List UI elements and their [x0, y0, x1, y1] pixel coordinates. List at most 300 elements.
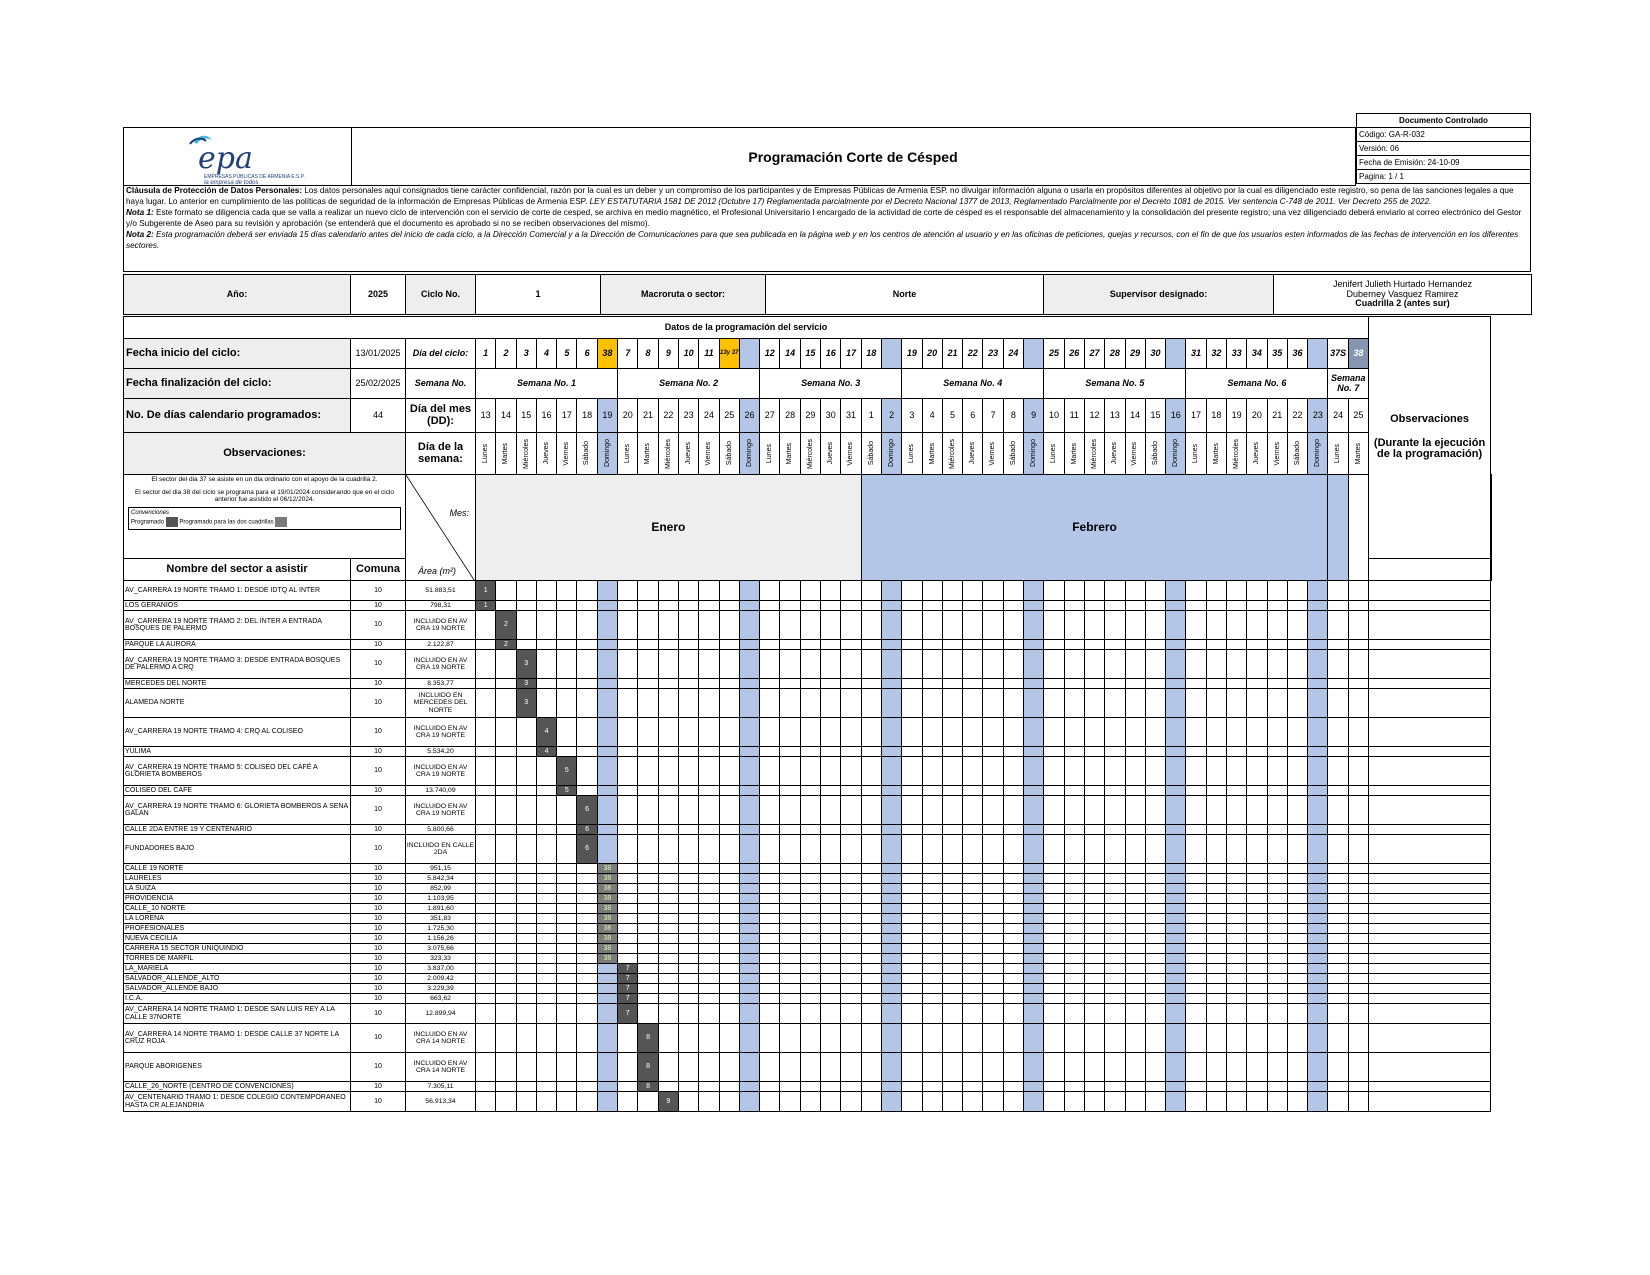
- schedule-cell: [800, 894, 820, 904]
- schedule-cell: [1125, 874, 1145, 884]
- schedule-cell: [678, 679, 698, 689]
- sector-comuna: 10: [351, 1004, 406, 1024]
- schedule-cell: [1267, 964, 1287, 974]
- schedule-cell: [780, 611, 800, 640]
- schedule-cell: [1145, 796, 1165, 825]
- schedule-cell: [1328, 954, 1348, 964]
- row-observacion: [1369, 974, 1491, 984]
- schedule-cell: [922, 904, 942, 914]
- schedule-cell: [780, 679, 800, 689]
- cycle-day: 25: [1044, 339, 1064, 369]
- schedule-cell: [557, 984, 577, 994]
- sector-area: 5.842,34: [406, 874, 476, 884]
- schedule-cell: [861, 835, 881, 864]
- schedule-cell: [678, 689, 698, 718]
- schedule-cell: [780, 904, 800, 914]
- month-day: 30: [821, 399, 841, 433]
- schedule-cell: [1166, 835, 1186, 864]
- schedule-cell: [841, 1053, 861, 1082]
- schedule-cell: [800, 864, 820, 874]
- schedule-cell: [922, 974, 942, 984]
- sector-comuna: 10: [351, 954, 406, 964]
- mes-area-corner: [406, 475, 476, 581]
- weekday-label: Viernes: [989, 441, 997, 466]
- schedule-cell: [902, 1092, 922, 1112]
- row-observacion: [1369, 1082, 1491, 1092]
- weekday-label: Martes: [928, 442, 936, 465]
- schedule-cell: [1125, 640, 1145, 650]
- schedule-cell: [902, 1053, 922, 1082]
- schedule-cell: [1166, 718, 1186, 747]
- schedule-cell: [942, 1053, 962, 1082]
- schedule-cell: [983, 984, 1003, 994]
- schedule-cell: [577, 944, 597, 954]
- schedule-cell: [516, 1082, 536, 1092]
- schedule-cell: [516, 835, 536, 864]
- schedule-cell: [1247, 757, 1267, 786]
- schedule-cell: [638, 796, 658, 825]
- schedule-cell: [1105, 994, 1125, 1004]
- schedule-cell: [1064, 1004, 1084, 1024]
- nota-1: Nota 1: Este formato se diligencia cada que se valla a realizar un nuevo ciclo de intervención con el servicio de corte de cesped, se archiva en medio magnético, el Profesional Universitario I encargado de la actividad de corte de césped es el responsable del almacenamiento y la consolidación del presente registro; una vez diligenciado deberá enviarlo al correo electrónico del Gestor y/o Subgerente de Aseo para su revisión y aprobación (se entenderá que el documento es aprobado si no se reciben observaciones del mismo).: [126, 208, 1522, 228]
- schedule-cell: [1064, 825, 1084, 835]
- schedule-cell: [1348, 1092, 1368, 1112]
- schedule-cell: [577, 894, 597, 904]
- table-row: [124, 650, 1492, 679]
- weekday: [1267, 433, 1287, 475]
- table-row: [124, 874, 1492, 884]
- sector-comuna: 10: [351, 994, 406, 1004]
- schedule-cell: [699, 954, 719, 964]
- schedule-cell: [1003, 689, 1023, 718]
- month-day: 12: [1084, 399, 1104, 433]
- schedule-cell: [1226, 954, 1246, 964]
- weekday: [1084, 433, 1104, 475]
- schedule-cell: [1166, 964, 1186, 974]
- schedule-cell: [1064, 581, 1084, 601]
- schedule-cell: [1308, 954, 1328, 964]
- schedule-cell: [618, 581, 638, 601]
- schedule-cell: [1024, 934, 1044, 944]
- sector-name: SALVADOR_ALLENDE BAJO: [124, 984, 351, 994]
- sector-area: INCLUIDO EN AV CRA 19 NORTE: [406, 718, 476, 747]
- cycle-day: 19: [902, 339, 922, 369]
- schedule-cell: [1267, 601, 1287, 611]
- schedule-cell: [557, 964, 577, 974]
- schedule-cell: [1044, 1053, 1064, 1082]
- row-observacion: [1369, 650, 1491, 679]
- schedule-cell: [1287, 894, 1307, 904]
- sector-name: MERCEDES DEL NORTE: [124, 679, 351, 689]
- schedule-cell: [1287, 640, 1307, 650]
- schedule-cell: [1084, 1092, 1104, 1112]
- schedule-cell: [760, 894, 780, 904]
- sector-comuna: 10: [351, 825, 406, 835]
- schedule-cell: [536, 914, 556, 924]
- schedule-cell: [658, 650, 678, 679]
- schedule-cell: [1166, 689, 1186, 718]
- schedule-cell: [678, 835, 698, 864]
- schedule-cell: [658, 611, 678, 640]
- sector-name: TORRES DE MARFIL: [124, 954, 351, 964]
- schedule-cell: [1064, 944, 1084, 954]
- schedule-cell: [942, 796, 962, 825]
- schedule-cell: [719, 934, 739, 944]
- schedule-cell: [496, 874, 516, 884]
- schedule-cell: [618, 611, 638, 640]
- schedule-cell: [1044, 1092, 1064, 1112]
- schedule-cell: [922, 994, 942, 1004]
- schedule-cell: [597, 747, 617, 757]
- schedule-cell: [1328, 864, 1348, 874]
- table-row: [124, 894, 1492, 904]
- schedule-cell: [821, 904, 841, 914]
- schedule-cell: [699, 835, 719, 864]
- schedule-cell: [638, 601, 658, 611]
- schedule-cell: [1328, 757, 1348, 786]
- schedule-cell: [577, 1024, 597, 1053]
- schedule-cell: [1348, 974, 1368, 984]
- schedule-cell: [618, 1053, 638, 1082]
- weekday: [821, 433, 841, 475]
- table-row: [124, 679, 1492, 689]
- schedule-cell: [719, 1024, 739, 1053]
- schedule-cell: [963, 601, 983, 611]
- schedule-cell: [699, 944, 719, 954]
- schedule-cell: [1003, 894, 1023, 904]
- row-observacion: [1369, 964, 1491, 974]
- schedule-cell: [1166, 974, 1186, 984]
- schedule-cell: [1064, 974, 1084, 984]
- schedule-cell: [618, 954, 638, 964]
- schedule-cell: [1003, 1004, 1023, 1024]
- schedule-cell: [800, 904, 820, 914]
- schedule-cell: [1125, 914, 1145, 924]
- sector-area: INCLUIDO EN AV CRA 14 NORTE: [406, 1053, 476, 1082]
- schedule-cell: [881, 954, 901, 964]
- schedule-cell: [760, 796, 780, 825]
- schedule-cell: [841, 611, 861, 640]
- schedule-cell: [1145, 689, 1165, 718]
- schedule-cell: [1348, 825, 1368, 835]
- schedule-cell: [861, 679, 881, 689]
- schedule-cell: [902, 1024, 922, 1053]
- weekday-label: Viernes: [1273, 441, 1281, 466]
- schedule-cell: [638, 984, 658, 994]
- sector-area: INCLUIDO EN AV CRA 19 NORTE: [406, 611, 476, 640]
- weekday-label: Miércoles: [806, 438, 814, 469]
- schedule-cell: [739, 874, 759, 884]
- schedule-cell: [861, 934, 881, 944]
- schedule-cell: [597, 994, 617, 1004]
- schedule-cell: [1308, 825, 1328, 835]
- schedule-cell: [1186, 964, 1206, 974]
- schedule-cell: [1348, 984, 1368, 994]
- schedule-cell: [821, 934, 841, 944]
- schedule-cell: [678, 974, 698, 984]
- schedule-cell: [841, 1082, 861, 1092]
- schedule-cell: [496, 601, 516, 611]
- schedule-cell: [678, 611, 698, 640]
- schedule-cell: [1206, 747, 1226, 757]
- schedule-cell: [881, 611, 901, 640]
- row-observacion: [1369, 689, 1491, 718]
- schedule-cell: [861, 994, 881, 1004]
- schedule-cell: [1105, 835, 1125, 864]
- schedule-cell: [658, 924, 678, 934]
- weekday: [476, 433, 496, 475]
- schedule-cell: [577, 689, 597, 718]
- schedule-cell: [983, 884, 1003, 894]
- schedule-cell: [1003, 904, 1023, 914]
- schedule-cell: [1186, 718, 1206, 747]
- schedule-cell: [1247, 924, 1267, 934]
- schedule-cell: [861, 974, 881, 984]
- schedule-cell: [1348, 944, 1368, 954]
- schedule-cell: [922, 924, 942, 934]
- programmed-mark: 7: [618, 984, 638, 994]
- table-row: [124, 964, 1492, 974]
- schedule-cell: [577, 1082, 597, 1092]
- schedule-cell: [678, 884, 698, 894]
- row-observacion: [1369, 796, 1491, 825]
- schedule-cell: [1267, 718, 1287, 747]
- schedule-cell: [1084, 581, 1104, 601]
- schedule-cell: [658, 786, 678, 796]
- month-day: 24: [699, 399, 719, 433]
- schedule-cell: [1186, 1092, 1206, 1112]
- schedule-cell: [1287, 1053, 1307, 1082]
- schedule-cell: [739, 689, 759, 718]
- schedule-cell: [739, 747, 759, 757]
- schedule-cell: [881, 601, 901, 611]
- schedule-cell: [638, 864, 658, 874]
- schedule-cell: [821, 864, 841, 874]
- schedule-cell: [1125, 1053, 1145, 1082]
- schedule-cell: [1348, 954, 1368, 964]
- schedule-cell: [1226, 914, 1246, 924]
- schedule-cell: [536, 786, 556, 796]
- cycle-day: 38: [1348, 339, 1368, 369]
- schedule-cell: [800, 611, 820, 640]
- sector-comuna: 10: [351, 884, 406, 894]
- schedule-cell: [1003, 679, 1023, 689]
- schedule-cell: [678, 954, 698, 964]
- weekday-label: Martes: [1354, 442, 1362, 465]
- schedule-cell: [963, 825, 983, 835]
- weekday: [861, 433, 881, 475]
- sector-name: AV_CARRERA 19 NORTE TRAMO 5: COLISEO DEL CAFÉ A GLORIETA BOMBEROS: [124, 757, 351, 786]
- schedule-cell: [557, 747, 577, 757]
- schedule-cell: [1084, 1024, 1104, 1053]
- month-day: 21: [1267, 399, 1287, 433]
- schedule-cell: [841, 904, 861, 914]
- schedule-cell: [821, 874, 841, 884]
- schedule-cell: [739, 944, 759, 954]
- schedule-cell: [1044, 601, 1064, 611]
- schedule-cell: [1247, 689, 1267, 718]
- schedule-cell: [1024, 874, 1044, 884]
- weekday: [902, 433, 922, 475]
- schedule-cell: [1145, 1004, 1165, 1024]
- schedule-cell: [1125, 974, 1145, 984]
- schedule-cell: [496, 835, 516, 864]
- weekday: [597, 433, 617, 475]
- schedule-cell: [922, 954, 942, 964]
- schedule-cell: [658, 1024, 678, 1053]
- sector-name: LAURELES: [124, 874, 351, 884]
- schedule-cell: [800, 640, 820, 650]
- schedule-cell: [902, 864, 922, 874]
- cycle-day: 13y 37: [719, 339, 739, 369]
- schedule-cell: [1328, 835, 1348, 864]
- schedule-cell: [719, 994, 739, 1004]
- schedule-cell: [1328, 974, 1348, 984]
- schedule-cell: [678, 1004, 698, 1024]
- schedule-cell: [1287, 757, 1307, 786]
- schedule-cell: [1226, 984, 1246, 994]
- schedule-cell: [1348, 1053, 1368, 1082]
- schedule-cell: [719, 894, 739, 904]
- schedule-cell: [1287, 1024, 1307, 1053]
- schedule-cell: [881, 944, 901, 954]
- schedule-cell: [821, 1053, 841, 1082]
- schedule-cell: [597, 974, 617, 984]
- weekday-label: Martes: [644, 442, 652, 465]
- weekday-label: Martes: [502, 442, 510, 465]
- schedule-cell: [780, 650, 800, 679]
- schedule-cell: [719, 825, 739, 835]
- schedule-cell: [658, 640, 678, 650]
- schedule-cell: [1348, 747, 1368, 757]
- schedule-cell: [922, 884, 942, 894]
- schedule-cell: [1105, 611, 1125, 640]
- schedule-cell: [699, 1053, 719, 1082]
- schedule-cell: [1145, 757, 1165, 786]
- schedule-cell: [476, 650, 496, 679]
- programmed-both-swatch: [275, 517, 287, 527]
- schedule-cell: [1145, 964, 1165, 974]
- schedule-cell: [902, 954, 922, 964]
- schedule-cell: [821, 689, 841, 718]
- schedule-cell: [536, 835, 556, 864]
- schedule-cell: [476, 984, 496, 994]
- schedule-cell: [1328, 984, 1348, 994]
- schedule-cell: [841, 874, 861, 884]
- schedule-cell: [1084, 874, 1104, 884]
- schedule-cell: [1226, 874, 1246, 884]
- schedule-cell: [1064, 984, 1084, 994]
- month-day: 5: [942, 399, 962, 433]
- schedule-cell: [678, 914, 698, 924]
- schedule-cell: [942, 914, 962, 924]
- schedule-cell: [841, 679, 861, 689]
- table-row: [124, 611, 1492, 640]
- table-row: [124, 984, 1492, 994]
- schedule-cell: [577, 904, 597, 914]
- schedule-cell: [861, 1092, 881, 1112]
- schedule-cell: [597, 964, 617, 974]
- schedule-cell: [597, 689, 617, 718]
- schedule-cell: [1186, 747, 1206, 757]
- cycle-day: 27: [1084, 339, 1104, 369]
- schedule-cell: [1024, 984, 1044, 994]
- schedule-cell: [496, 718, 516, 747]
- schedule-cell: [821, 611, 841, 640]
- schedule-cell: [597, 786, 617, 796]
- schedule-cell: [536, 1053, 556, 1082]
- schedule-cell: [963, 954, 983, 964]
- schedule-cell: [1166, 1024, 1186, 1053]
- schedule-cell: [476, 1082, 496, 1092]
- schedule-cell: [1247, 904, 1267, 914]
- sector-name: PARQUE LA AURORA: [124, 640, 351, 650]
- schedule-cell: [1166, 884, 1186, 894]
- row-observacion: [1369, 581, 1491, 601]
- schedule-cell: [1145, 825, 1165, 835]
- schedule-cell: [1348, 884, 1368, 894]
- schedule-cell: [1267, 904, 1287, 914]
- schedule-cell: [1287, 650, 1307, 679]
- schedule-cell: [922, 825, 942, 835]
- schedule-cell: [1145, 894, 1165, 904]
- month-day: 15: [1145, 399, 1165, 433]
- weekday: [841, 433, 861, 475]
- schedule-cell: [922, 796, 942, 825]
- schedule-cell: [618, 786, 638, 796]
- schedule-cell: [577, 914, 597, 924]
- weekday: [1145, 433, 1165, 475]
- schedule-cell: [1166, 581, 1186, 601]
- schedule-cell: [1044, 747, 1064, 757]
- row-observacion: [1369, 924, 1491, 934]
- schedule-cell: [1267, 1004, 1287, 1024]
- schedule-cell: [902, 786, 922, 796]
- schedule-cell: [1287, 601, 1307, 611]
- schedule-cell: [983, 914, 1003, 924]
- week-label: Semana No. 3: [760, 369, 902, 399]
- schedule-cell: [963, 747, 983, 757]
- schedule-cell: [760, 964, 780, 974]
- sector-comuna: 10: [351, 679, 406, 689]
- schedule-cell: [1105, 1024, 1125, 1053]
- schedule-cell: [963, 796, 983, 825]
- weekday-label: Lunes: [481, 443, 489, 464]
- cycle-day: [881, 339, 901, 369]
- schedule-cell: [1105, 1053, 1125, 1082]
- schedule-cell: [658, 914, 678, 924]
- schedule-cell: [476, 640, 496, 650]
- schedule-cell: [1084, 1053, 1104, 1082]
- schedule-cell: [1308, 914, 1328, 924]
- schedule-cell: [1064, 864, 1084, 874]
- schedule-cell: [1328, 1053, 1348, 1082]
- schedule-cell: [597, 640, 617, 650]
- schedule-cell: [577, 786, 597, 796]
- schedule-cell: [1267, 611, 1287, 640]
- schedule-cell: [1186, 874, 1206, 884]
- schedule-cell: [841, 757, 861, 786]
- schedule-cell: [476, 747, 496, 757]
- schedule-cell: [1328, 914, 1348, 924]
- schedule-cell: [516, 601, 536, 611]
- schedule-cell: [1105, 1004, 1125, 1024]
- schedule-cell: [760, 581, 780, 601]
- schedule-cell: [1308, 994, 1328, 1004]
- schedule-cell: [496, 796, 516, 825]
- schedule-cell: [1064, 640, 1084, 650]
- schedule-cell: [1186, 1082, 1206, 1092]
